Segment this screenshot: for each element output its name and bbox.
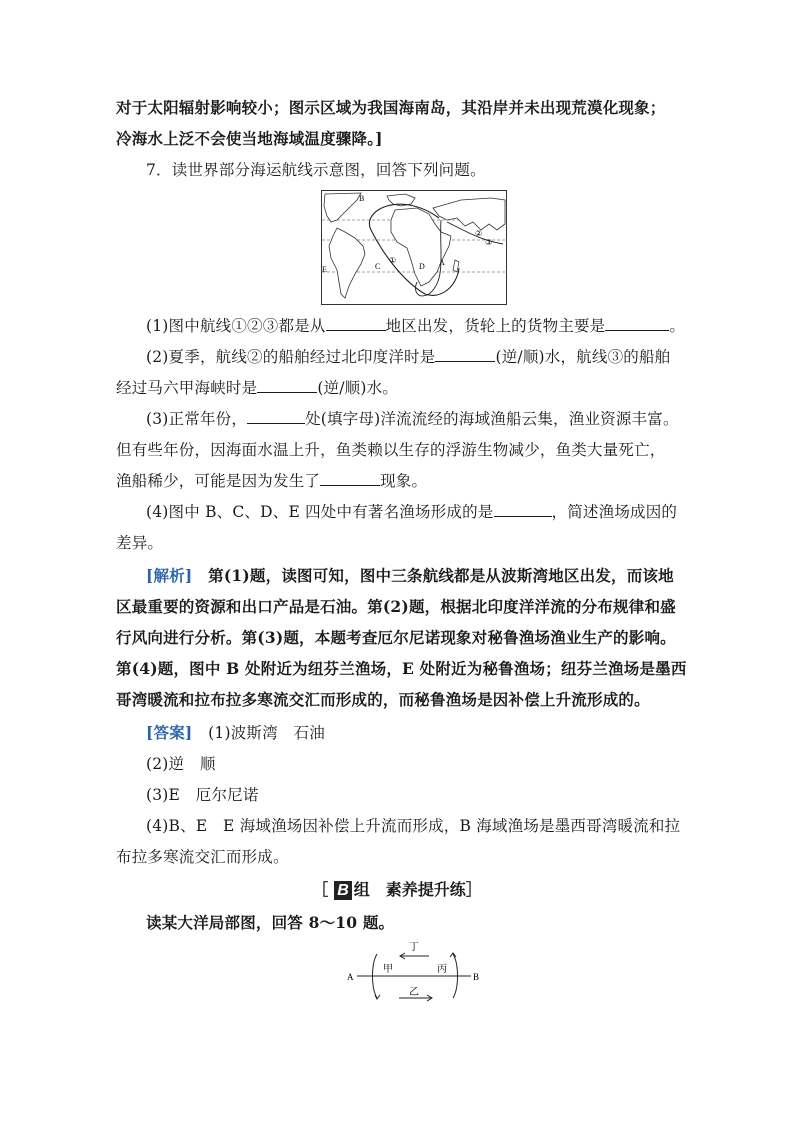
analysis-line-5: 哥湾暖流和拉布拉多寒流交汇而形成的，而秘鲁渔场是因补偿上升流形成的。: [116, 690, 650, 709]
analysis-line-2: 区最重要的资源和出口产品是石油。第(2)题，根据北印度洋洋流的分布规律和盛: [116, 597, 676, 616]
analysis-tag: [解析]: [146, 566, 193, 585]
section-b-bracket: ［: [312, 880, 329, 899]
answer-text-1: (1)波斯湾 石油: [192, 724, 325, 742]
q7-part3-text-b: 处(填字母)洋流流经的海域渔船云集，渔业资源丰富。: [305, 410, 679, 428]
prev-answer-line-2: 冷海水上泛不会使当地海域温度骤降。]: [116, 129, 383, 148]
q7-part3-blank-2[interactable]: [320, 471, 380, 486]
q7-part2-text-b: (逆/顺)水，航线③的船舶: [495, 348, 671, 366]
q7-part4-line-2: 差异。: [116, 534, 164, 552]
q7-part3-line-3: [116, 471, 427, 491]
q7-part3-text-c: 渔船稀少，可能是因为发生了: [116, 472, 321, 490]
q7-part3-text-d: 现象。: [380, 472, 428, 490]
map-label-A: A: [439, 258, 445, 267]
q7-part1-blank-2[interactable]: [605, 316, 669, 331]
analysis-line-1: [146, 566, 674, 586]
diagram-label-ding: 丁: [409, 942, 419, 953]
answer-line-2: (2)逆 顺: [146, 755, 216, 773]
q7-part1-blank-1[interactable]: [326, 316, 386, 331]
analysis-line-4: 第(4)题，图中 B 处附近为纽芬兰渔场，E 处附近为秘鲁渔场；纽芬兰渔场是墨西: [116, 659, 687, 678]
q7-part1-text-b: 地区出发，货轮上的货物主要是: [385, 317, 606, 335]
answer-line-1: [146, 723, 325, 743]
analysis-text-1: 第(1)题，读图可知，图中三条航线都是从波斯湾地区出发，而该地: [192, 566, 674, 585]
section-b-header: [0, 877, 794, 900]
diagram-label-bing: 丙: [437, 964, 447, 975]
map-label-route-1: ①: [389, 256, 397, 265]
q7-part3-line-1: [146, 409, 679, 429]
map-label-route-2: ②: [475, 229, 483, 238]
q7-part4-text-a: (4)图中 B、C、D、E 四处中有著名渔场形成的是: [146, 503, 494, 521]
q7-part2-text-c: 经过马六甲海峡时是: [116, 379, 258, 397]
map-label-D: D: [419, 262, 425, 271]
diagram-label-A: A: [347, 972, 354, 982]
q7-part3-blank-1[interactable]: [247, 409, 305, 424]
q8-10-stem: 读某大洋局部图，回答 8～10 题。: [146, 913, 395, 932]
q7-part1-text-c: 。: [669, 317, 686, 335]
q7-part2-blank-2[interactable]: [257, 378, 317, 393]
ocean-current-diagram: [345, 938, 485, 1014]
q7-part1-text-a: (1)图中航线①②③都是从: [146, 317, 326, 335]
q7-stem: 7．读世界部分海运航线示意图，回答下列问题。: [146, 161, 486, 179]
diagram-label-B: B: [473, 972, 480, 982]
analysis-line-3: 行风向进行分析。第(3)题，本题考查厄尔尼诺现象对秘鲁渔场渔业生产的影响。: [116, 628, 676, 647]
q7-part2-line-2: [116, 378, 398, 398]
q7-part2-text-a: (2)夏季，航线②的船舶经过北印度洋时是: [146, 348, 436, 366]
answer-line-5: 布拉多寒流交汇而形成。: [116, 848, 289, 866]
left-arc-arrowhead: [375, 995, 380, 999]
q7-part2-line-1: [146, 347, 670, 367]
q7-part4-line-1: [146, 502, 677, 522]
map-label-route-3: ③: [485, 238, 493, 247]
answer-line-4: (4)B、E E 海域渔场因补偿上升流而形成，B 海域渔场是墨西哥湾暖流和拉: [146, 817, 681, 835]
q7-part4-text-b: ，简述渔场成因的: [551, 503, 678, 521]
q7-part3-text-a: (3)正常年份，: [146, 410, 248, 428]
q7-part3-line-2: 但有些年份，因海面水温上升，鱼类赖以生存的浮游生物减少，鱼类大量死亡，: [116, 441, 666, 459]
q7-part2-text-d: (逆/顺)水。: [317, 379, 399, 397]
map-label-C: C: [375, 262, 381, 271]
diagram-label-jia: 甲: [383, 964, 393, 975]
q7-part2-blank-1[interactable]: [435, 347, 495, 362]
answer-line-3: (3)E 厄尔尼诺: [146, 786, 259, 804]
section-b-title: 组 素养提升练］: [353, 880, 482, 899]
answer-tag: [答案]: [146, 723, 193, 742]
map-label-B: B: [359, 194, 365, 203]
diagram-label-yi: 乙: [409, 987, 419, 998]
q7-part1: [146, 316, 685, 336]
prev-answer-line-1: 对于太阳辐射影响较小；图示区域为我国海南岛，其沿岸并未出现荒漠化现象；: [116, 98, 666, 117]
shipping-route-map: [321, 190, 507, 305]
section-b-letter: B: [334, 881, 352, 900]
map-label-E: E: [322, 265, 327, 274]
q7-part4-blank-1[interactable]: [494, 502, 552, 517]
